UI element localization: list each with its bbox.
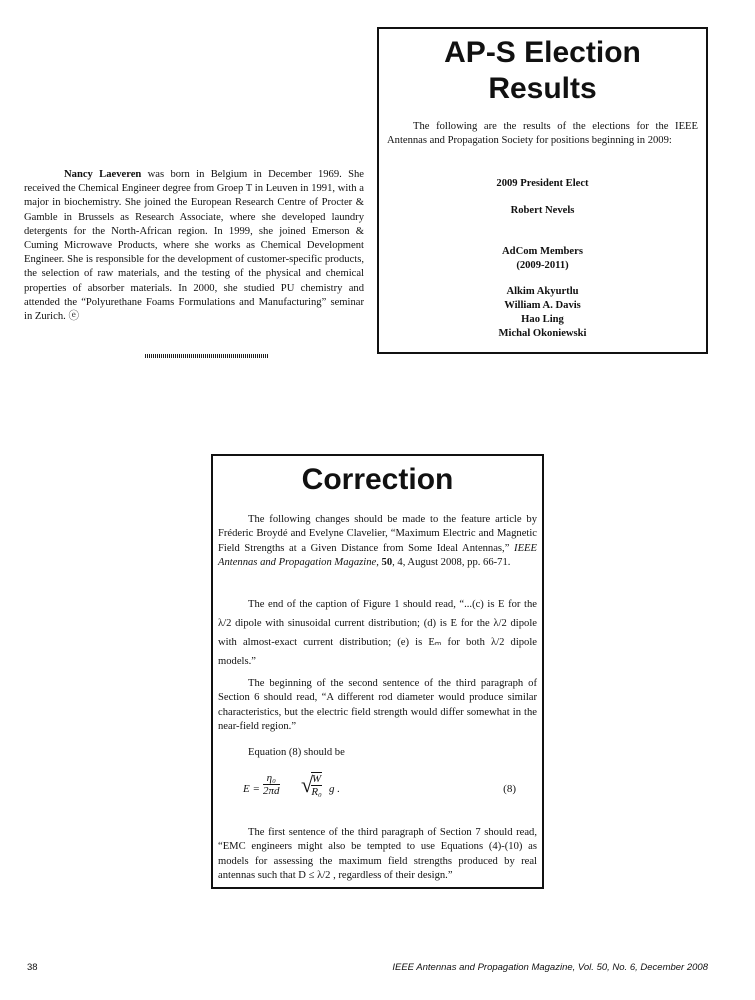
election-title-line1: AP-S Election [444,36,641,69]
adcom-member: Hao Ling [521,314,564,325]
correction-title: Correction [301,463,454,496]
correction-para-4: Equation (8) should be [248,747,345,758]
president-name: Robert Nevels [510,205,575,216]
fraction-denominator: 2πd [263,785,280,797]
journal-footer: IEEE Antennas and Propagation Magazine, Vol. 50, No. 6, December 2008 [392,962,708,973]
equation-8 [243,772,534,812]
end-mark-icon: ⓔ [68,311,80,323]
adcom-member: William A. Davis [504,300,581,311]
adcom-heading: AdCom Members [502,246,583,257]
equation-fraction [263,772,280,797]
bio-text: was born in Belgium in December 1969. She received the Chemical Engineer degree from Groep T in Leuven in 1991, with a major in biochemistry. She joined the European Research Centre of Procter & Gamble in Brussels as Research Associate, where she developed laundry detergents for the North-African region. In 1999, she joined Emerson & Cuming Microwave Products, where she works as Chemical Development Engineer. She is responsible for the development of customer-specific products, the selection of raw materials, and the testing of the physical and chemical properties of absorber materials. In 2000, she studied PU chemistry and attended the “Polyurethane Foams Formulations and Manufacturing” seminar in Zurich. [24,169,364,323]
adcom-term: (2009-2011) [516,260,569,271]
journal-name: IEEE Antennas and Propagation Magazine [218,542,537,568]
para1-post: , 4, August 2008, pp. 66-71. [392,556,511,568]
correction-box [211,454,544,889]
author-bio [24,168,364,324]
correction-para-3: The beginning of the second sentence of the third paragraph of Section 6 should read, “A different rod diameter would produce similar characteristics, but the electric field strength would differ somewhat in the near-field region.” [218,678,537,732]
sqrt-denominator: R₀ [311,786,322,798]
para1-text: The following changes should be made to the feature article by Fréderic Broydé and Evelyne Clavelier, “Maximum Electric and Magnetic Field Strengths at a Given Distance from Some Ideal Antennas,” [218,514,537,554]
volume: 50 [381,556,393,568]
sqrt-content [311,772,322,798]
equation-lhs: E = [243,783,260,795]
equation-number: (8) [503,783,516,795]
fraction-numerator: η₀ [263,772,280,785]
president-heading: 2009 President Elect [496,178,589,189]
election-title [379,35,706,107]
decorative-divider [145,354,269,358]
para1-sep: , [376,556,382,568]
correction-para-1 [218,513,537,570]
election-intro: The following are the results of the elections for the IEEE Antennas and Propagation Society for positions beginning in 2009: [387,121,698,147]
equation-tail: g . [329,783,340,795]
adcom-member: Alkim Akyurtlu [506,286,579,297]
election-title-line2: Results [488,72,597,105]
author-name: Nancy Laeveren [64,169,142,180]
correction-para-5: The first sentence of the third paragraph of Section 7 should read, “EMC engineers might also be tempted to use Equations (4)-(10) as models for assessing the maximum field strengths produced by real antennas such that D ≤ λ/2 , regardless of their design.” [218,827,537,881]
sqrt-icon: √ [301,772,314,797]
adcom-member: Michal Okoniewski [498,328,587,339]
correction-para-2: The end of the caption of Figure 1 should read, “...(c) is E for the λ/2 dipole with sinusoidal current distribution; (d) is E for the λ/2 dipole with almost-exact current distribution; (e) is Eₘ for both λ/2 dipole models.” [218,599,537,667]
page-number: 38 [27,962,38,973]
election-results-box [377,27,708,354]
sqrt-numerator: W [312,773,322,785]
